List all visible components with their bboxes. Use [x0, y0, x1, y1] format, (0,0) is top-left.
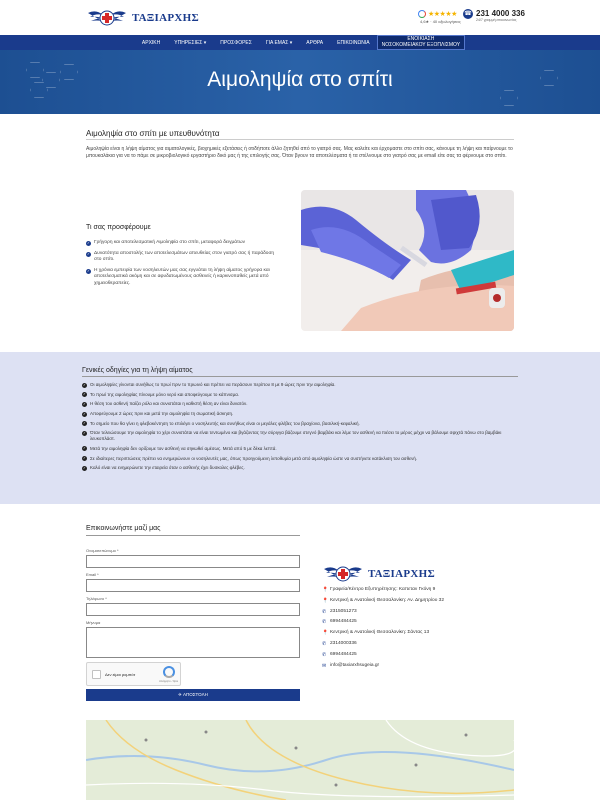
brand-name: ΤΑΞΙΑΡΧΗΣ [132, 12, 199, 24]
nav-item-articles[interactable]: ΑΡΘΡΑ [306, 39, 324, 46]
location-icon: 📍 [322, 630, 329, 637]
contact-info-text: 2315051273 [330, 608, 357, 614]
brand-name: ΤΑΞΙΑΡΧΗΣ [368, 568, 435, 580]
message-label: Μήνυμα [86, 620, 101, 625]
divider [86, 139, 514, 140]
guideline-text: Όταν τελειώσουμε την αιμοληψία το χέρι συνιστάται να είναι τεντωμένο και βγάζοντας την σύριγγα βάζουμε στεγνό βαμβάκι και λέμε τον ασθενή να πιέσει το μέρος μέχρι να βάλουμε σφιχτά πάνω στο βαμβάκι λευκοπλάστ. [90, 430, 502, 442]
contact-info-text: Κεντρική & Ανατολική Θεσσαλονίκη: Αν. Δημητρίου 32 [330, 597, 444, 603]
location-map[interactable] [86, 720, 514, 800]
location-icon: 📍 [322, 597, 329, 604]
phone-subtitle: 24/7 γραμμή επικοινωνίας [476, 18, 517, 22]
offer-item-text: Η χρόνια εμπειρία των νοσηλευτών μας σας εγγυάται τη λήψη αίματος γρήγορα και αποτελεσματικά ακόμη και σε αφυδατωμένους ασθενείς ή καρκινοπαθείς μετά από χημειοθεραπείες. [94, 267, 270, 286]
list-item [82, 446, 518, 452]
recaptcha-widget [86, 662, 181, 686]
check-icon: ✓ [83, 382, 86, 387]
offer-item-text: Δυνατότητα αποστολής των αποτελεσμάτων απευθείας στον γιατρό σας ή παράδοση στο σπίτι. [94, 250, 275, 262]
list-item [86, 240, 281, 247]
list-item [82, 401, 518, 407]
divider [82, 376, 518, 377]
nav-item-equipment-rental[interactable] [377, 35, 465, 50]
footer-logo[interactable] [322, 563, 435, 585]
blood-draw-photo [301, 190, 514, 331]
brand-logo[interactable] [86, 7, 199, 29]
intro-heading: Αιμοληψία στο σπίτι με υπευθυνότητα [86, 129, 220, 138]
nav-item-home[interactable]: ΑΡΧΙΚΗ [141, 39, 161, 46]
check-icon: ✓ [83, 430, 86, 435]
list-item [82, 465, 518, 471]
contact-info-item[interactable] [322, 663, 444, 669]
contact-info-text: info@taxiarxhsugeia.gr [330, 662, 380, 668]
offer-list [86, 240, 281, 291]
phone-icon: ✆ [322, 619, 327, 626]
contact-info-item[interactable] [322, 630, 444, 636]
offer-heading: Τι σας προσφέρουμε [86, 224, 151, 231]
google-icon [418, 10, 426, 18]
winged-cross-logo-icon [322, 563, 364, 585]
check-icon: ✓ [87, 251, 90, 256]
check-icon: ✓ [83, 411, 86, 416]
phone-icon: ☎ [464, 11, 472, 17]
main-nav [0, 35, 600, 50]
nav-item-contact[interactable]: ΕΠΙΚΟΙΝΩΝΙΑ [337, 39, 370, 46]
hex-decoration [500, 90, 518, 106]
guideline-text: Αποφεύγουμε 2 ώρες πριν και μετά την αιμοληψία τη σωματική άσκηση. [90, 411, 234, 417]
email-field[interactable] [86, 579, 300, 592]
contact-info-text: 6994484425 [330, 619, 357, 625]
phone-icon: ✆ [322, 640, 327, 647]
location-icon: 📍 [322, 587, 329, 593]
guideline-text: Το σημείο που θα γίνει η φλεβοκέντηση το επιλέγει ο νοσηλευτής και συνήθως είναι οι μεγάλες φλέβες του βραχίονα, βασιλική-κεφαλική. [90, 420, 360, 426]
contact-info-item[interactable] [322, 641, 444, 647]
submit-button[interactable]: ✈ ΑΠΟΣΤΟΛΗ [86, 689, 300, 701]
header-phone[interactable] [463, 9, 525, 22]
guidelines-list [82, 382, 518, 475]
contact-info-text: 2314000336 [330, 640, 357, 646]
recaptcha-checkbox[interactable] [92, 670, 101, 679]
guideline-text: Το πρωί της αιμοληψίας πίνουμε μόνο νερό και αποφεύγουμε το κάπνισμα. [90, 391, 240, 397]
guideline-text: Οι αιμοληψίες γίνονται συνήθως το πρωί πριν το πρωινό και πρέπει να περάσουν περίπου 8 με 9 ώρες πριν την αιμοληψία. [90, 382, 336, 387]
winged-cross-logo-icon [86, 7, 128, 29]
list-item [82, 421, 518, 427]
contact-info-item[interactable] [322, 609, 444, 615]
check-icon: ✓ [83, 392, 86, 397]
contact-info-item[interactable] [322, 619, 444, 625]
nav-item-services[interactable]: ΥΠΗΡΕΣΙΕΣ ▾ [174, 39, 207, 46]
check-icon: ✓ [87, 241, 90, 245]
check-icon: ✓ [83, 401, 86, 406]
guideline-text: Μετά την αιμοληψία δεν ορίζουμε τον ασθενή να σηκωθεί αμέσως. Μετά από 5 με δέκα λεπτά. [90, 445, 277, 451]
check-icon: ✓ [83, 446, 86, 451]
contact-info-item[interactable] [322, 652, 444, 658]
contact-info-list [322, 587, 444, 673]
list-item [82, 382, 518, 388]
intro-paragraph: Αιμοληψία είναι η λήψη αίματος για αιματολογικές, βιοχημικές εξετάσεις ή οτιδήποτε άλλο ζητηθεί από το γιατρό σας. Μας καλείτε και έρχομαστε στο σπίτι σας, κάνουμε τη λήψη και παίρνουμε το μπουκαλάκια για να το πάμε σε μικροβιολογικό εργαστήριο δικό μας ή της επιλογής σας. Όταν βγουν τα αποτελέσματα ή τα στέλνουμε στο γιατρό σας με email είτε σας τα φέρνουμε στο σπίτι. [86, 146, 513, 159]
contact-info-text: Κεντρική & Ανατολική Θεσσαλονίκη: Σάντας 13 [330, 630, 430, 636]
recaptcha-icon [163, 666, 175, 678]
contact-info-item[interactable] [322, 598, 444, 604]
top-header [0, 0, 600, 35]
contact-info-item[interactable] [322, 587, 444, 593]
guidelines-heading: Γενικές οδηγίες για τη λήψη αίματος [82, 367, 193, 374]
mail-icon: ✉ [322, 662, 327, 669]
contact-info-text: 6994484425 [330, 651, 357, 657]
check-icon: ✓ [83, 456, 86, 461]
nav-item-offers[interactable]: ΠΡΟΣΦΟΡΕΣ [220, 39, 252, 46]
nav-item-about[interactable]: ΓΙΑ ΕΜΑΣ ▾ [265, 39, 293, 46]
recaptcha-label: Δεν είμαι ρομπότ [105, 672, 136, 677]
phone-field[interactable] [86, 603, 300, 616]
list-item [82, 456, 518, 462]
guideline-text: Καλό είναι να ενημερώνετε την εταιρεία όταν ο ασθενής έχει δυσκολες φλέβες. [90, 465, 245, 471]
message-field[interactable] [86, 627, 300, 658]
page-title: Αιμοληψία στο σπίτι [207, 68, 393, 91]
check-icon: ✓ [83, 421, 86, 426]
guideline-text: Η θέση του ασθενή παίζει ρόλο και συνιστάται η καθιστή θέση αν είναι δυνατόν. [90, 401, 248, 407]
list-item [86, 268, 281, 288]
check-icon: ✓ [83, 465, 86, 470]
name-field[interactable] [86, 555, 300, 568]
contact-info-text: Γραφεία/Κέντρο Εξυπηρέτησης: Καπεταν Γκόνη 9 [330, 587, 436, 592]
phone-icon: ✆ [322, 608, 327, 615]
guideline-text: Σε ιδιαίτερες περιπτώσεις πρέπει να ενημερώνουν οι νοσηλευτές μας, όπως προηγούμενη λιποθυμία μετά από αιμοληψία ώστε να συστήνετε κατάκλιση του ασθενή. [90, 455, 418, 461]
phone-label: Τηλέφωνο * [86, 596, 107, 601]
check-icon: ✓ [87, 268, 90, 273]
contact-heading: Επικοινωνήστε μαζί μας [86, 525, 161, 532]
list-item [82, 392, 518, 398]
rating-label: 4,6★ · 40 αξιολογήσεις [420, 19, 461, 24]
divider [86, 535, 300, 536]
list-item [82, 430, 518, 442]
rating-stars: ★★★★★ [428, 11, 457, 18]
list-item [86, 251, 281, 264]
hero-banner [0, 50, 600, 114]
phone-icon: ✆ [322, 651, 327, 658]
recaptcha-privacy-link[interactable]: Απόρρητο - Όροι [159, 680, 178, 683]
list-item [82, 411, 518, 417]
offer-item-text: Γρήγορη και αποτελεσματική Αιμοληψία στο σπίτι, μεταφορά δειγμάτων [94, 240, 246, 245]
nav-cta-line1: ΕΝΟΙΚΙΑΣΗ [407, 36, 435, 42]
name-label: Ονοματεπώνυμο * [86, 548, 119, 553]
nav-cta-line2: ΝΟΣΟΚΟΜΕΙΑΚΟΥ ΕΞΟΠΛΙΣΜΟΥ [381, 41, 461, 48]
email-label: Email * [86, 572, 99, 577]
phone-number: 231 4000 336 [476, 9, 525, 18]
google-rating[interactable] [418, 10, 457, 18]
